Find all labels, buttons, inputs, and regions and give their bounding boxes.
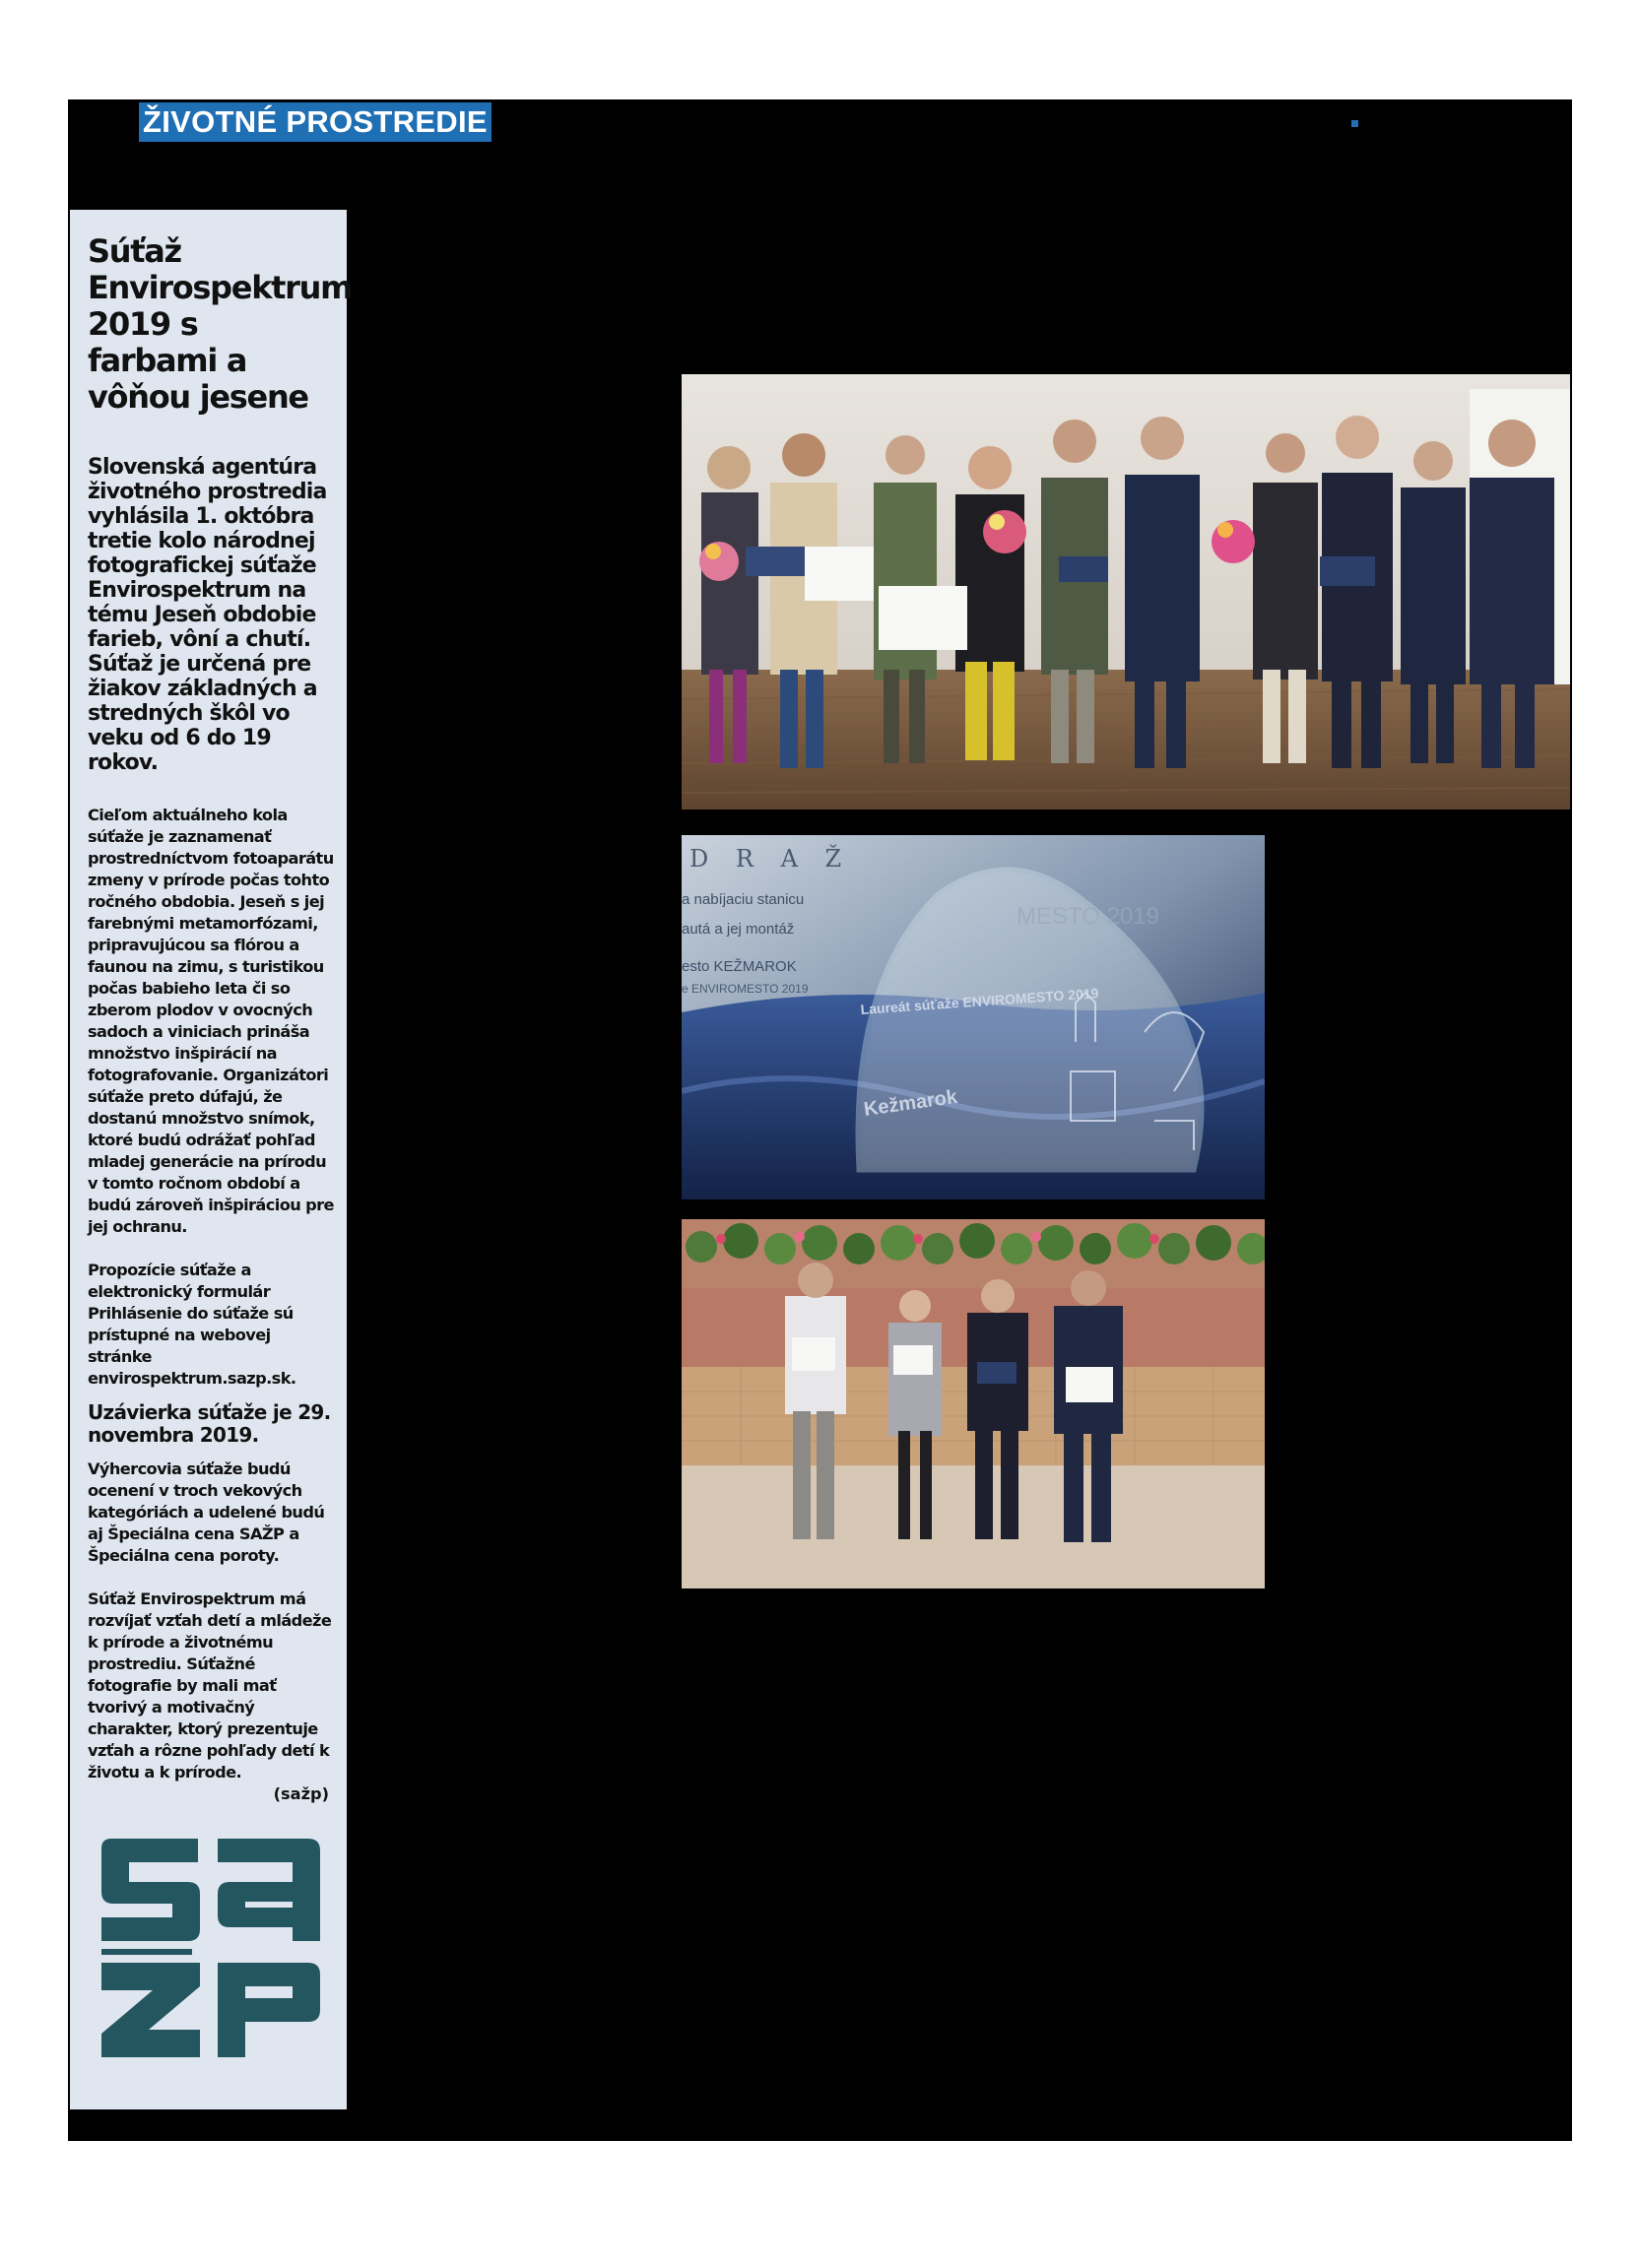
- blue-square-marker-icon: [1351, 120, 1358, 127]
- plate-city: Kežmarok: [862, 1085, 959, 1121]
- article-paragraph-2: Propozície súťaže a elektronický formulár Prihlásenie do súťaže sú prístupné na webovej stránke envirospektrum.sazp.sk.: [88, 1261, 296, 1388]
- doc-line-1: a nabíjaciu stanicu: [682, 891, 805, 908]
- article-sidebar: [70, 210, 353, 2109]
- doc-heading: D R A Ž: [689, 845, 852, 873]
- crest-text: MESTO 2019: [1017, 903, 1159, 930]
- article-paragraph-4: Súťaž Envirospektrum má rozvíjať vzťah detí a mládeže k prírode a životnému prostrediu. Súťažné fotografie by mali mať tvorivý a motivačný charakter, ktorý prezentuje vzťah a rôzne pohľady detí k životu a k prírode.: [88, 1589, 332, 1782]
- winners-photo: [682, 1219, 1265, 1588]
- article-lead: Slovenská agentúra životného prostredia vyhlásila 1. októbra tretie kolo národnej fotografickej súťaže Envirospektrum na tému Jeseň obdobie farieb, vôní a chutí. Súťaž je určená pre žiakov základných a stredných škôl vo veku od 6 do 19 rokov.: [88, 455, 327, 775]
- plate-text: Laureát súťaže ENVIROMESTO 2019: [860, 985, 1099, 1017]
- article-paragraph-1: Cieľom aktuálneho kola súťaže je zaznamenať prostredníctvom fotoaparátu zmeny v prírode počas tohto ročného obdobia. Jeseň s jej farebnými metamorfózami, pripravujúcou sa flórou a faunou na zimu, s turistikou počas babieho leta či so zberom plodov v ovocných sadoch a viniciach prináša množstvo inšpirácií na fotografovanie. Organizátori súťaže preto dúfajú, že dostanú množstvo snímok, ktoré budú odrážať pohľad mladej generácie na prírodu v tomto ročnom období a budú zároveň inšpiráciou pre jej ochranu.: [88, 806, 334, 1236]
- doc-line-3: esto KEŽMAROK: [682, 958, 797, 975]
- sazp-logo-icon: [98, 1837, 324, 2063]
- article-paragraph-3: Výhercovia súťaže budú ocenení v troch vekových kategóriách a udelené budú aj Špeciálna cena SAŽP a Špeciálna cena poroty.: [88, 1459, 325, 1565]
- article-title: Súťaž Envirospektrum 2019 s farbami a vôňou jesene: [88, 232, 353, 416]
- doc-line-2: autá a jej montáž: [682, 921, 795, 938]
- deadline-notice: Uzávierka súťaže je 29. novembra 2019.: [88, 1400, 331, 1447]
- group-photo: [682, 374, 1570, 810]
- doc-line-4: e ENVIROMESTO 2019: [682, 982, 809, 996]
- award-photo: [682, 835, 1265, 1199]
- section-label: ŽIVOTNÉ PROSTREDIE: [139, 102, 492, 142]
- article-byline: (sažp): [273, 1784, 329, 1803]
